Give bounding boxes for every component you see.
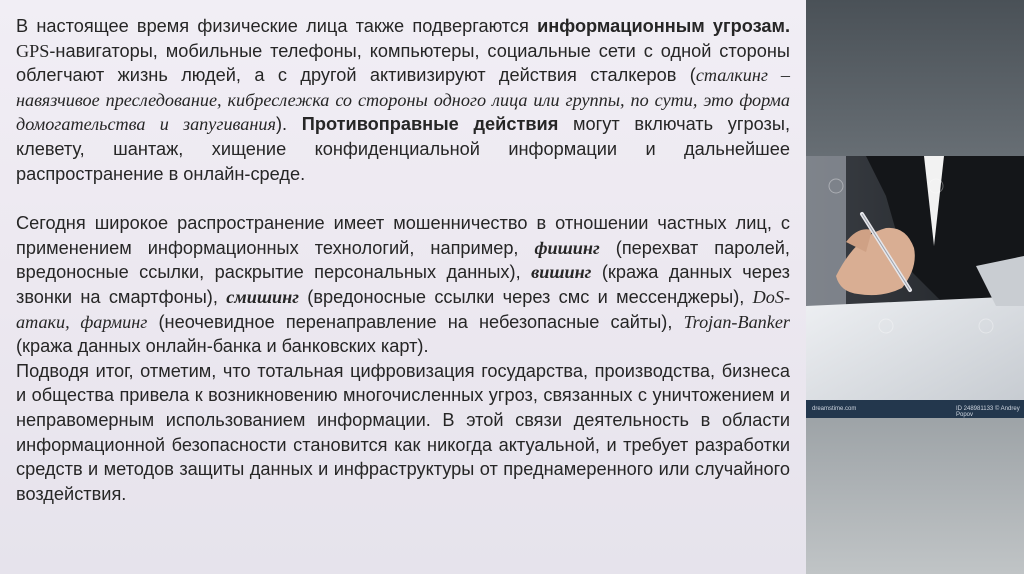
- text-run: (кража данных онлайн-банка и банковских карт).: [16, 336, 429, 357]
- text-run: (неочевидное перенаправление на небезопасные сайты),: [147, 311, 684, 332]
- paragraph-fraud: [16, 211, 790, 359]
- text-run: (кража данных через звонки на смартфоны),: [16, 262, 790, 307]
- text-run: могут включать угрозы, клевету, шантаж, хищение конфиденциальной информации и дальнейшее распространение в онлайн-среде.: [16, 114, 790, 184]
- text-run: Сегодня широкое распространение имеет мошенничество в отношении частных лиц, с применением информационных технологий, например,: [16, 213, 790, 258]
- term-smishing: смишинг: [226, 286, 299, 307]
- watermark-id: ID 248981133 © Andrey Popov: [956, 406, 1020, 418]
- paragraph-conclusion: Подводя итог, отметим, что тотальная цифровизация государства, производства, бизнеса и общества привела к возникновению многочисленных угроз, связанных с уничтожением и неправомерным использованием информации. В этой связи деятельность в области информационной безопасности становится как никогда актуальной, и требует разработки средств и методов защиты данных и инфраструктуры от преднамеренного или случайного воздействия.: [16, 360, 790, 504]
- paragraph-gap: [16, 186, 790, 211]
- text-run: ).: [275, 114, 302, 135]
- term-vishing: вишинг: [531, 262, 592, 283]
- text-run: GPS: [16, 40, 50, 61]
- term-phishing: фишинг: [534, 237, 600, 258]
- watermark-site: dreamstime.com: [812, 406, 857, 412]
- term-trojan-banker: Trojan-Banker: [683, 311, 790, 332]
- term-dos-pharming: DoS-атаки, фарминг: [16, 286, 791, 332]
- italic-definition: сталкинг – навязчивое преследование, кибреслежка со стороны одного лица или группы, по сути, это форма домогательства и запугивания: [16, 65, 790, 135]
- paragraph-threats: [16, 14, 790, 186]
- slide-body-text: [16, 14, 790, 506]
- stock-photo-writing-hand: [806, 156, 1024, 418]
- text-run: (перехват паролей, вредоносные ссылки, раскрытие персональных данных),: [16, 237, 790, 283]
- bold-term: Противоправные действия: [301, 114, 559, 135]
- text-run: (вредоносные ссылки через смс и мессенджеры),: [298, 286, 753, 307]
- photo-illustration: [806, 156, 1024, 418]
- text-run: В настоящее время физические лица также подвергаются: [16, 16, 538, 36]
- bold-term: информационным угрозам.: [537, 16, 790, 36]
- text-run: -навигаторы, мобильные телефоны, компьютеры, социальные сети с одной стороны облегчают жизнь людей, а с другой активизируют действия сталкеров (: [16, 40, 790, 86]
